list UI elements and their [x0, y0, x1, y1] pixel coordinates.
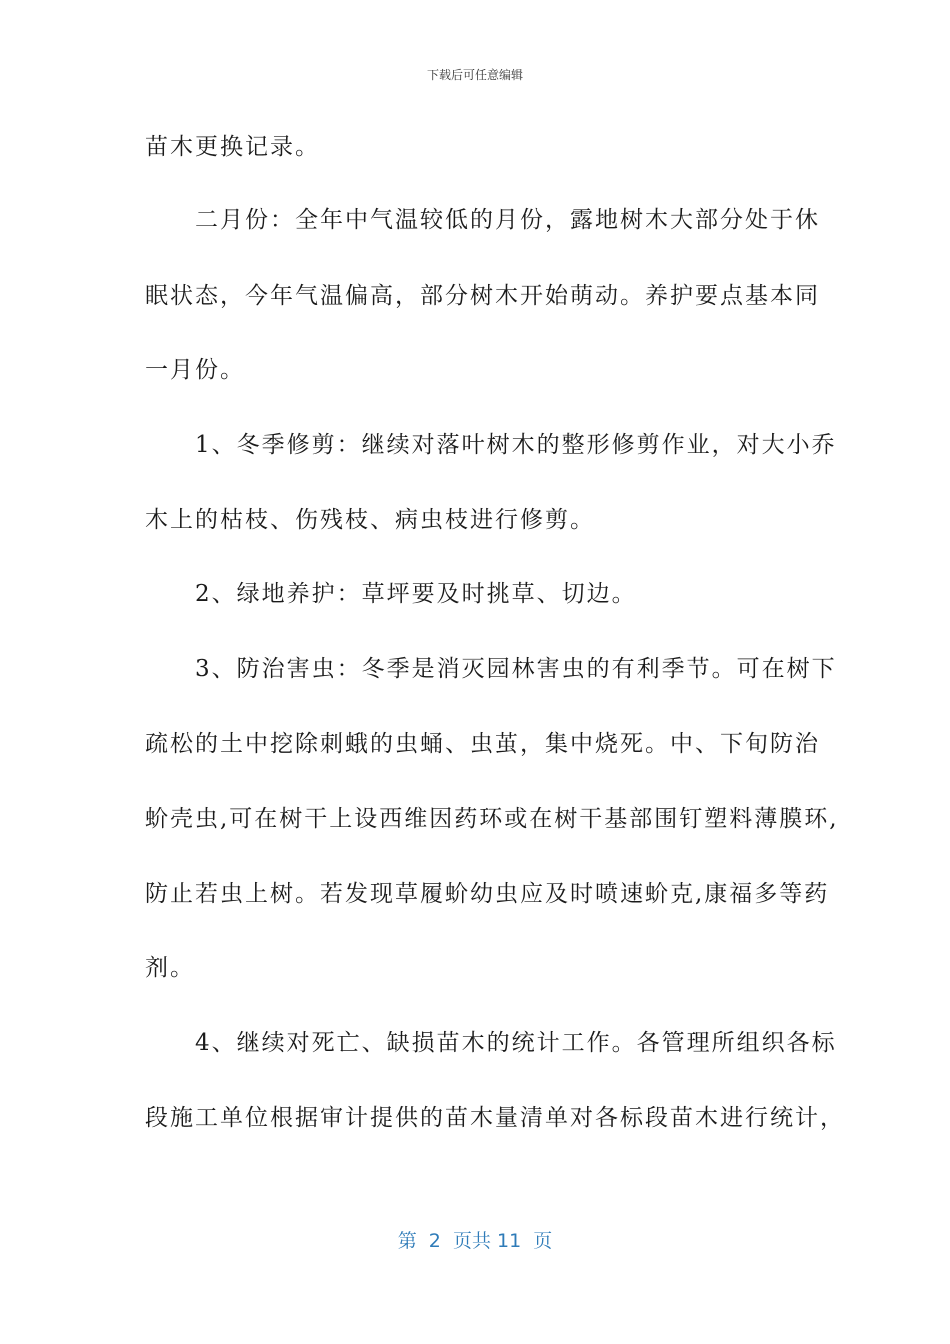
text-line: 蚧壳虫,可在树干上设西维因药环或在树干基部围钉塑料薄膜环,: [145, 806, 839, 832]
page-number: 第 2 页共 11 页: [397, 1230, 553, 1252]
text-line: 防止若虫上树。若发现草履蚧幼虫应及时喷速蚧克,康福多等药: [145, 881, 830, 907]
text-line: 3、防治害虫：冬季是消灭园林害虫的有利季节。可在树下: [145, 656, 837, 682]
text-line: 木上的枯枝、伤残枝、病虫枝进行修剪。: [145, 507, 595, 533]
text-line: 2、绿地养护：草坪要及时挑草、切边。: [145, 581, 637, 607]
text-line: 一月份。: [145, 357, 245, 383]
text-line: 苗木更换记录。: [145, 134, 320, 160]
text-line: 眠状态，今年气温偏高，部分树木开始萌动。养护要点基本同: [145, 283, 820, 309]
text-line: 疏松的土中挖除刺蛾的虫蛹、虫茧，集中烧死。中、下旬防治: [145, 731, 820, 757]
text-line: 段施工单位根据审计提供的苗木量清单对各标段苗木进行统计，: [145, 1105, 845, 1131]
text-line: 1、冬季修剪：继续对落叶树木的整形修剪作业，对大小乔: [145, 432, 837, 458]
text-line: 剂。: [145, 955, 195, 981]
text-line: 4、继续对死亡、缺损苗木的统计工作。各管理所组织各标: [145, 1030, 837, 1056]
header-note: 下载后可任意编辑: [426, 68, 523, 82]
text-line: 二月份：全年中气温较低的月份，露地树木大部分处于休: [145, 207, 820, 233]
